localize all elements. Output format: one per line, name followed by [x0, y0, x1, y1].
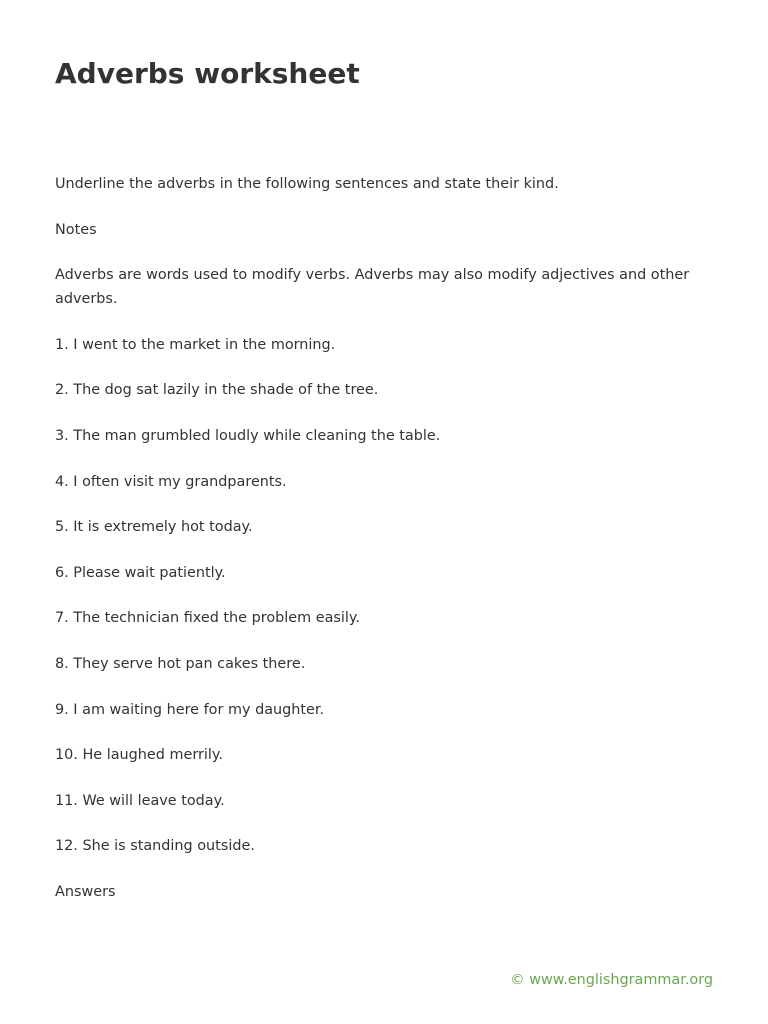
sentence-item: 1. I went to the market in the morning.	[55, 336, 336, 353]
sentence-item: 3. The man grumbled loudly while cleaning the table.	[55, 427, 441, 444]
sentence-item: 7. The technician fixed the problem easily.	[55, 610, 360, 627]
notes-heading: Notes	[55, 221, 97, 238]
sentence-item: 10. He laughed merrily.	[55, 747, 223, 764]
sentence-item: 8. They serve hot pan cakes there.	[55, 655, 306, 672]
sentence-item: 12. She is standing outside.	[55, 838, 255, 855]
instruction-text: Underline the adverbs in the following sentences and state their kind.	[55, 176, 559, 192]
sentence-item: 9. I am waiting here for my daughter.	[55, 701, 325, 718]
sentence-item: 11. We will leave today.	[55, 792, 225, 809]
sentence-item: 2. The dog sat lazily in the shade of the tree.	[55, 382, 379, 399]
sentence-item: 5. It is extremely hot today.	[55, 519, 253, 536]
sentence-item: 6. Please wait patiently.	[55, 564, 226, 581]
page-title: Adverbs worksheet	[55, 57, 360, 90]
worksheet-content	[55, 172, 695, 926]
copyright-footer: © www.englishgrammar.org	[510, 972, 713, 988]
sentence-item: 4. I often visit my grandparents.	[55, 473, 287, 490]
notes-text: Adverbs are words used to modify verbs. Adverbs may also modify adjectives and other adverbs.	[55, 267, 690, 308]
answers-heading: Answers	[55, 883, 116, 900]
